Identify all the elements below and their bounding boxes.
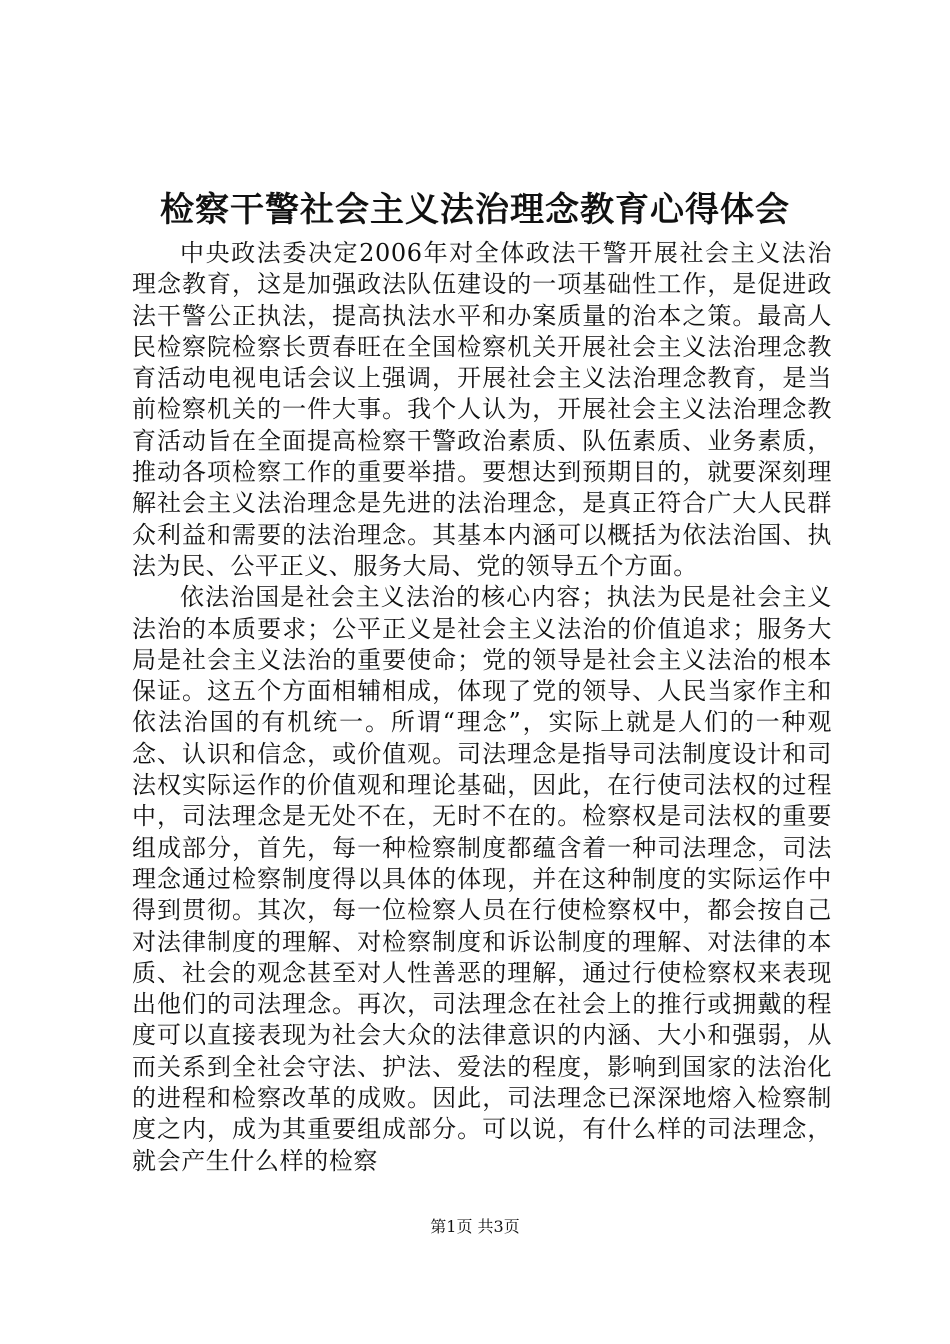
- page-footer: 第1页 共3页: [430, 1217, 520, 1236]
- document-body: [132, 238, 832, 1177]
- page-title: 检察干警社会主义法治理念教育心得体会: [160, 190, 790, 230]
- paragraph-2: 依法治国是社会主义法治的核心内容；执法为民是社会主义法治的本质要求；公平正义是社会主义法治的价值追求；服务大局是社会主义法治的重要使命；党的领导是社会主义法治的根本保证。这五个方面相辅相成，体现了党的领导、人民当家作主和依法治国的有机统一。所谓“理念”，实际上就是人们的一种观念、认识和信念，或价值观。司法理念是指导司法制度设计和司法权实际运作的价值观和理论基础，因此，在行使司法权的过程中，司法理念是无处不在，无时不在的。检察权是司法权的重要组成部分，首先，每一种检察制度都蕴含着一种司法理念，司法理念通过检察制度得以具体的体现，并在这种制度的实际运作中得到贯彻。其次，每一位检察人员在行使检察权中，都会按自己对法律制度的理解、对检察制度和诉讼制度的理解、对法律的本质、社会的观念甚至对人性善恶的理解，通过行使检察权来表现出他们的司法理念。再次，司法理念在社会上的推行或拥戴的程度可以直接表现为社会大众的法律意识的内涵、大小和强弱，从而关系到全社会守法、护法、爱法的程度，影响到国家的法治化的进程和检察改革的成败。因此，司法理念已深深地熔入检察制度之内，成为其重要组成部分。可以说，有什么样的司法理念，就会产生什么样的检察: [132, 583, 832, 1175]
- paragraph-1: 中央政法委决定2006年对全体政法干警开展社会主义法治理念教育，这是加强政法队伍建设的一项基础性工作，是促进政法干警公正执法，提高执法水平和办案质量的治本之策。最高人民检察院检察长贾春旺在全国检察机关开展社会主义法治理念教育活动电视电话会议上强调，开展社会主义法治理念教育，是当前检察机关的一件大事。我个人认为，开展社会主义法治理念教育活动旨在全面提高检察干警政治素质、队伍素质、业务素质，推动各项检察工作的重要举措。要想达到预期目的，就要深刻理解社会主义法治理念是先进的法治理念，是真正符合广大人民群众利益和需要的法治理念。其基本内涵可以概括为依法治国、执法为民、公平正义、服务大局、党的领导五个方面。: [132, 239, 832, 580]
